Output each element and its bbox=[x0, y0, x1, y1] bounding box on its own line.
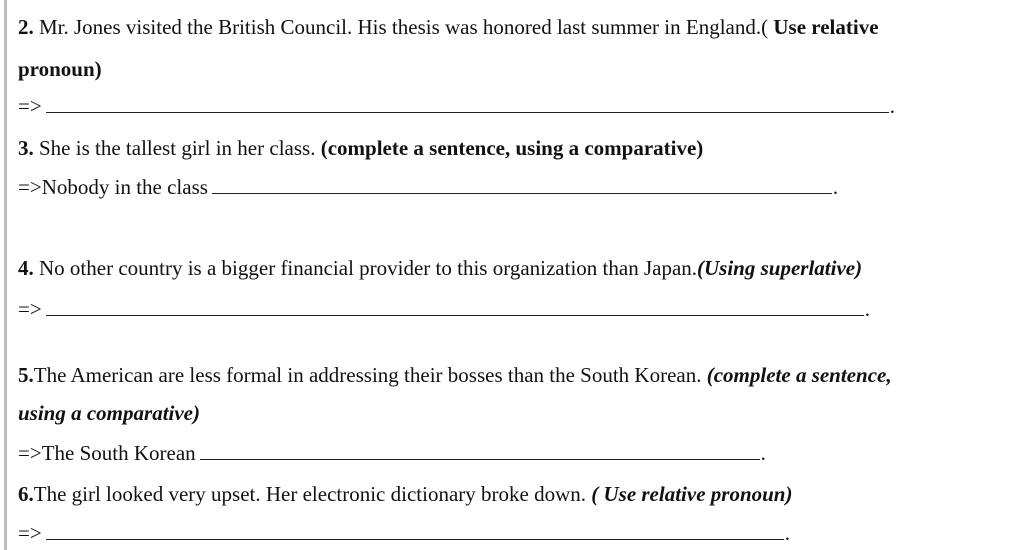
arrow-icon: => bbox=[18, 521, 42, 545]
question-5-hint: (complete a sentence, bbox=[706, 363, 892, 387]
question-3-text bbox=[18, 135, 1008, 161]
question-4-sentence: No other country is a bigger financial provider to this organization than Japan. bbox=[33, 256, 698, 280]
question-4-answer-line[interactable]: => . bbox=[18, 297, 870, 321]
question-5-sentence: The American are less formal in addressing their bosses than the South Korean. bbox=[33, 363, 707, 387]
question-6-answer-line[interactable]: => . bbox=[18, 521, 790, 545]
answer-blank[interactable] bbox=[46, 94, 889, 113]
left-margin-rule bbox=[4, 0, 7, 550]
question-2-answer-line[interactable]: => . bbox=[18, 94, 895, 118]
question-3-answer-line[interactable]: => Nobody in the class . bbox=[18, 175, 839, 199]
question-5-hint-continued: using a comparative) bbox=[18, 401, 200, 425]
question-6-number: 6. bbox=[18, 482, 34, 506]
answer-blank[interactable] bbox=[46, 297, 864, 316]
question-2-text bbox=[18, 14, 1008, 40]
arrow-icon: => bbox=[18, 175, 42, 199]
arrow-icon: => bbox=[18, 441, 42, 465]
question-2-hint-continued: pronoun) bbox=[18, 57, 102, 81]
answer-blank[interactable] bbox=[46, 521, 784, 540]
question-4-number: 4. bbox=[18, 256, 34, 280]
answer-blank[interactable] bbox=[212, 175, 832, 194]
question-5-answer-line[interactable]: => The South Korean . bbox=[18, 441, 766, 465]
question-2-sentence: Mr. Jones visited the British Council. His thesis was honored last summer in England.( bbox=[33, 15, 769, 39]
question-5-number: 5. bbox=[18, 363, 34, 387]
question-3-number: 3. bbox=[18, 136, 34, 160]
question-4-hint: (Using superlative) bbox=[697, 256, 863, 280]
question-2-hint: Use relative bbox=[768, 15, 879, 39]
arrow-icon: => bbox=[18, 94, 42, 118]
question-6-text bbox=[18, 481, 1008, 507]
question-5-text bbox=[18, 362, 1008, 388]
question-4-text bbox=[18, 255, 1008, 281]
arrow-icon: => bbox=[18, 297, 42, 321]
question-6-sentence: The girl looked very upset. Her electronic dictionary broke down. bbox=[33, 482, 592, 506]
question-3-sentence: She is the tallest girl in her class. bbox=[33, 136, 321, 160]
question-6-hint: ( Use relative pronoun) bbox=[591, 482, 793, 506]
question-3-hint: (complete a sentence, using a comparative) bbox=[320, 136, 704, 160]
answer-blank[interactable] bbox=[200, 441, 760, 460]
question-2-number: 2. bbox=[18, 15, 34, 39]
